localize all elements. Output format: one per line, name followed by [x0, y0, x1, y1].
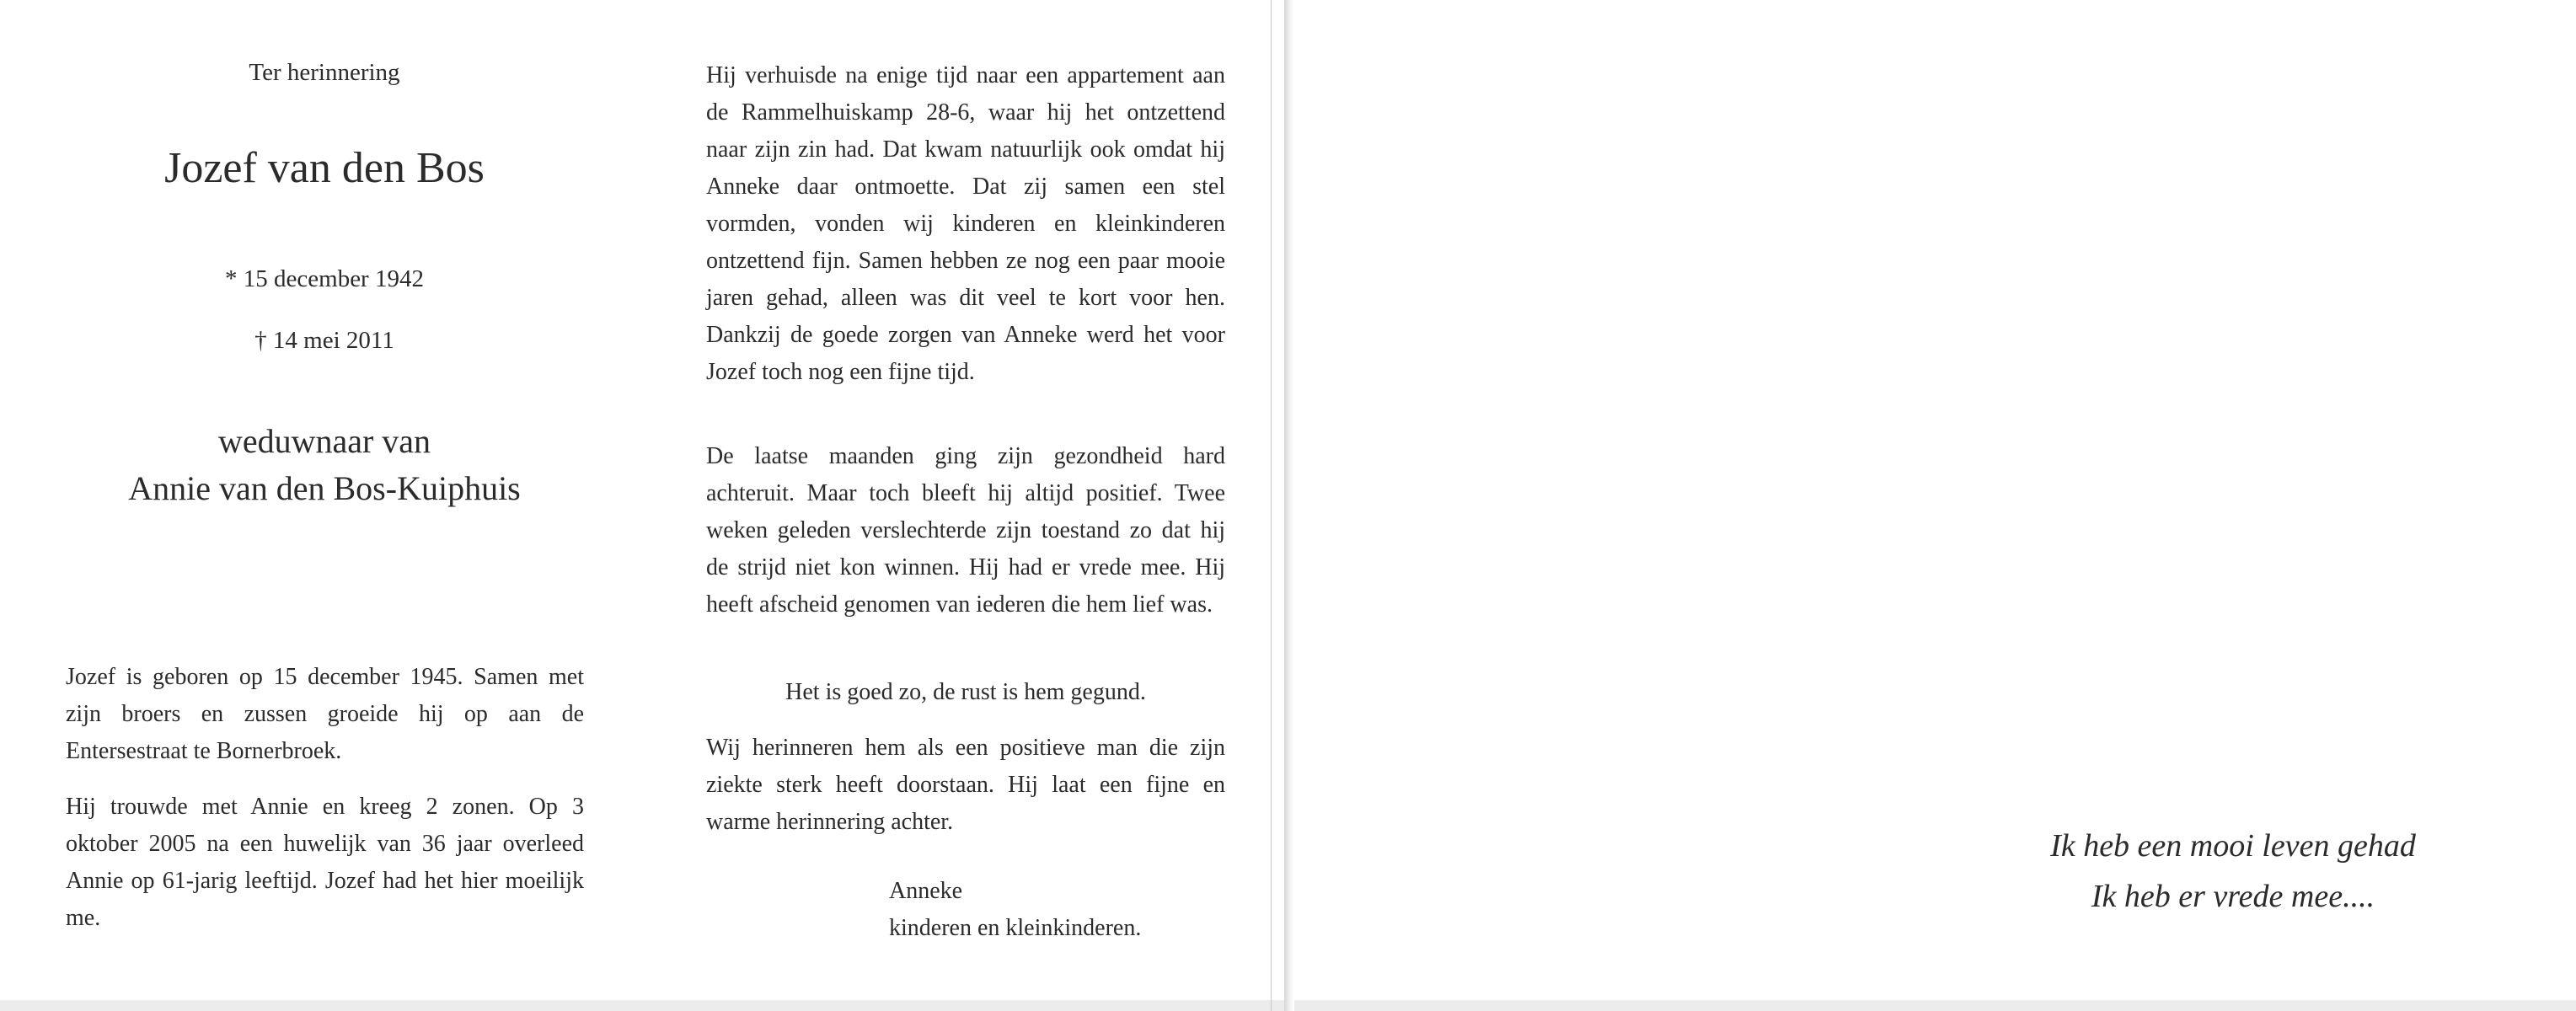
signature-family: kinderen en kleinkinderen.: [889, 915, 1142, 941]
card-fold-shadow: [1284, 0, 1294, 1011]
closing-quote-line-1: Ik heb een mooi leven gehad: [2050, 828, 2416, 864]
paragraph-remembrance: Wij herinneren hem als een positieve man die zijn ziekte sterk heeft doorstaan. Hij laat een fijne en warme herinnering achter.: [706, 735, 1225, 835]
paragraph-later-life: Hij verhuisde na enige tijd naar een appartement aan de Rammelhuiskamp 28-6, waar hij het ontzettend naar zijn zin had. Dat kwam natuurlijk ook omdat hij Anneke daar ontmoette. Dat zij samen een stel vormden, vonden wij kinderen en kleinkinderen ontzettend fijn. Samen hebben ze nog een paar mooie jaren gehad, alleen was dit veel te kort voor hen. Dankzij de goede zorgen van Anneke werd het voor Jozef toch nog een fijne tijd.: [706, 62, 1225, 385]
birth-date: * 15 december 1942: [225, 265, 424, 292]
heading-ter-herinnering: Ter herinnering: [249, 59, 400, 86]
closing-quote-line-2: Ik heb er vrede mee....: [2091, 879, 2375, 914]
deceased-name: Jozef van den Bos: [164, 144, 485, 192]
widow-label: weduwnaar van: [217, 422, 431, 460]
paragraph-rest: Het is goed zo, de rust is hem gegund.: [785, 679, 1146, 705]
spouse-name: Annie van den Bos-Kuiphuis: [128, 469, 521, 507]
death-date: † 14 mei 2011: [254, 327, 394, 354]
paragraph-marriage: Hij trouwde met Annie en kreeg 2 zonen. Op 3 oktober 2005 na een huwelijk van 36 jaar overleed Annie op 61-jarig leeftijd. Jozef had het hier moeilijk me.: [66, 794, 584, 931]
paragraph-childhood: Jozef is geboren op 15 december 1945. Samen met zijn broers en zussen groeide hij op aan de Entersestraat te Bornerbroek.: [66, 664, 584, 764]
card-fold-line: [1271, 0, 1272, 1011]
signature-anneke: Anneke: [889, 878, 963, 904]
paragraph-last-months: De laatse maanden ging zijn gezondheid hard achteruit. Maar toch bleeft hij altijd positief. Twee weken geleden verslechterde zijn toestand zo dat hij de strijd niet kon winnen. Hij had er vrede mee. Hij heeft afscheid genomen van iederen die hem lief was.: [706, 443, 1225, 618]
